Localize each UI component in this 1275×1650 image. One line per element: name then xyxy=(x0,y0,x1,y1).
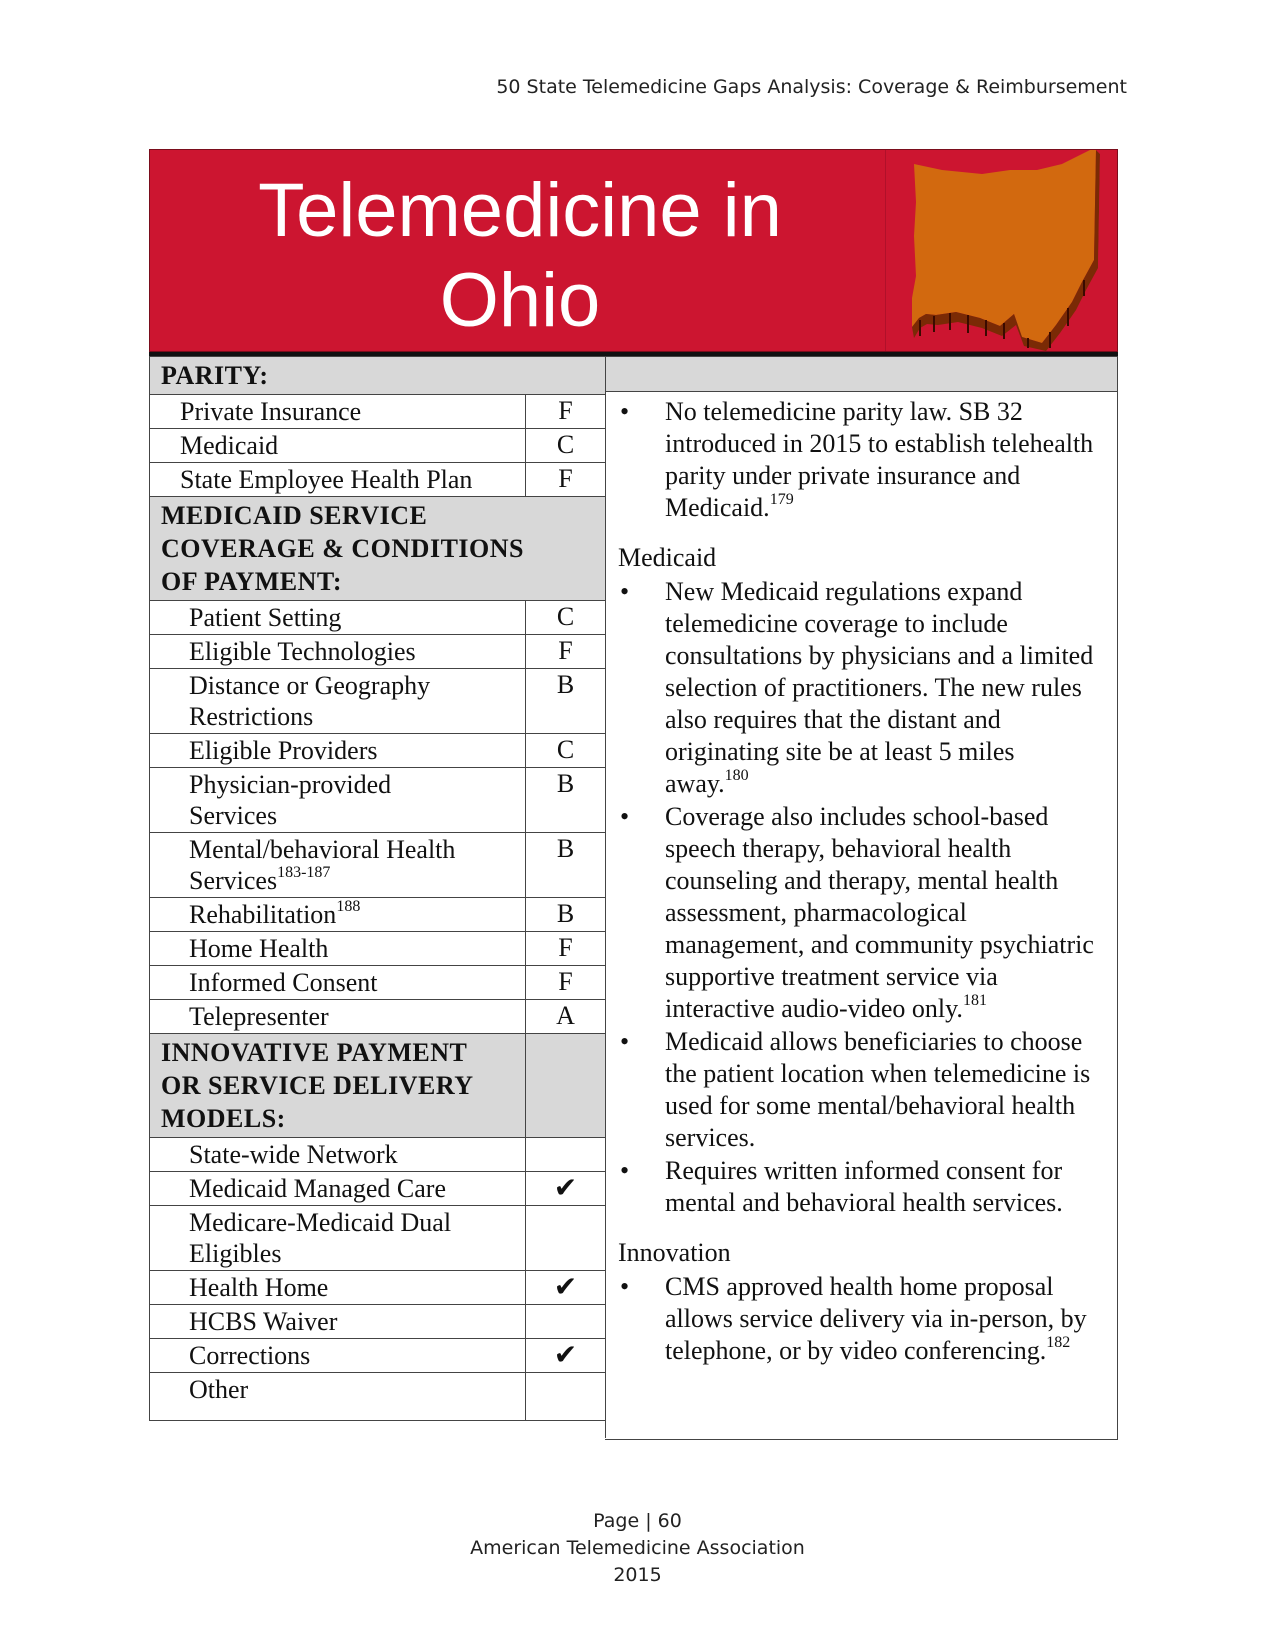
footer-page-number: Page | 60 xyxy=(593,1510,682,1532)
checkmark-icon: ✔ xyxy=(526,1271,606,1305)
note-text: New Medicaid regulations expand telemedicine coverage to include consultations by physicians and a limited selection of practitioners. The new rules also requires that the distant and originating site be at least 5 miles away. xyxy=(665,577,1094,798)
row-label: Medicaid xyxy=(150,429,526,463)
row-label-text: Rehabilitation xyxy=(189,900,337,929)
footnote-ref: 179 xyxy=(769,491,794,508)
check-cell xyxy=(526,1206,606,1271)
table-row xyxy=(150,833,606,898)
row-label: Telepresenter xyxy=(150,1000,526,1034)
innovative-heading-line2: OR SERVICE DELIVERY xyxy=(161,1071,474,1100)
note-text: CMS approved health home proposal allows service delivery via in-person, by telephone, or by video conferencing. xyxy=(665,1272,1087,1365)
row-label-line1: Mental/behavioral Health xyxy=(189,835,456,864)
parity-heading: PARITY: xyxy=(150,357,606,395)
row-label xyxy=(150,1206,526,1271)
note-text: Coverage also includes school-based speech therapy, behavioral health counseling and therapy, mental health assessment, pharmacological management, and community psychiatric supportive treatment service via interactive audio-video only. xyxy=(665,802,1094,1023)
row-label: State Employee Health Plan xyxy=(150,463,526,497)
check-cell xyxy=(526,1138,606,1172)
table-row xyxy=(150,1172,606,1206)
list-item xyxy=(618,396,1101,524)
page-title-line2: Ohio xyxy=(439,258,601,343)
checkmark-icon: ✔ xyxy=(526,1339,606,1373)
list-item xyxy=(618,1026,1101,1154)
table-row xyxy=(150,1373,606,1421)
parity-heading-row xyxy=(150,357,606,395)
table-row xyxy=(150,1000,606,1034)
row-label-line2: Restrictions xyxy=(189,702,314,731)
check-cell xyxy=(526,1373,606,1421)
row-label: Patient Setting xyxy=(150,601,526,635)
table-row xyxy=(150,635,606,669)
table-row xyxy=(150,1271,606,1305)
note-text: Requires written informed consent for mental and behavioral health services. xyxy=(665,1156,1063,1217)
row-label-line2: Eligibles xyxy=(189,1239,282,1268)
grade-cell: F xyxy=(526,395,606,429)
notes-body xyxy=(605,392,1117,1438)
grade-cell: C xyxy=(526,734,606,768)
grade-cell: B xyxy=(526,898,606,932)
medicaid-heading-line2: COVERAGE & CONDITIONS xyxy=(161,534,524,563)
row-label: Informed Consent xyxy=(150,966,526,1000)
table-row xyxy=(150,463,606,497)
grades-table xyxy=(149,356,606,1421)
innovative-heading xyxy=(150,1034,526,1138)
table-row xyxy=(150,601,606,635)
grade-cell: B xyxy=(526,669,606,734)
medicaid-heading-line3: OF PAYMENT: xyxy=(161,567,342,596)
running-header: 50 State Telemedicine Gaps Analysis: Coverage & Reimbursement xyxy=(496,76,1127,98)
table-row xyxy=(150,395,606,429)
table-row xyxy=(150,734,606,768)
grade-cell: B xyxy=(526,833,606,898)
note-text: No telemedicine parity law. SB 32 introduced in 2015 to establish telehealth parity under private insurance and Medicaid. xyxy=(665,397,1094,522)
table-row xyxy=(150,1339,606,1373)
medicaid-heading-row xyxy=(150,497,606,601)
innovative-heading-row xyxy=(150,1034,606,1138)
innovation-notes xyxy=(618,1271,1101,1367)
row-label: State-wide Network xyxy=(150,1138,526,1172)
grade-cell: C xyxy=(526,601,606,635)
footer-organization: American Telemedicine Association xyxy=(470,1537,805,1559)
row-label-line1: Physician-provided xyxy=(189,770,392,799)
notes-column xyxy=(605,356,1118,1440)
heading-filler xyxy=(526,1034,606,1138)
row-label xyxy=(150,768,526,833)
row-label-line1: Distance or Geography xyxy=(189,671,431,700)
row-label xyxy=(150,898,526,932)
grade-cell: F xyxy=(526,463,606,497)
notes-header-bar xyxy=(605,357,1117,392)
page-title-line1: Telemedicine in xyxy=(258,168,782,253)
page-title xyxy=(150,166,890,346)
innovative-heading-line1: INNOVATIVE PAYMENT xyxy=(161,1038,468,1067)
row-label: Corrections xyxy=(150,1339,526,1373)
row-label: Health Home xyxy=(150,1271,526,1305)
footnote-ref: 180 xyxy=(724,767,749,784)
footer-year: 2015 xyxy=(613,1564,662,1586)
table-row xyxy=(150,1305,606,1339)
grade-cell: F xyxy=(526,635,606,669)
list-item xyxy=(618,1155,1101,1219)
footnote-ref: 181 xyxy=(962,992,987,1009)
row-label: Home Health xyxy=(150,932,526,966)
table-row xyxy=(150,932,606,966)
medicaid-notes-heading: Medicaid xyxy=(618,543,717,572)
grade-cell: F xyxy=(526,966,606,1000)
innovative-heading-line3: MODELS: xyxy=(161,1104,286,1133)
table-row xyxy=(150,898,606,932)
row-label: Private Insurance xyxy=(150,395,526,429)
row-label: HCBS Waiver xyxy=(150,1305,526,1339)
parity-notes xyxy=(618,396,1101,524)
grade-cell: B xyxy=(526,768,606,833)
footnote-ref: 188 xyxy=(336,898,361,915)
footnote-ref: 183-187 xyxy=(277,864,331,881)
table-row xyxy=(150,429,606,463)
grade-cell: C xyxy=(526,429,606,463)
row-label-line1: Medicare-Medicaid Dual xyxy=(189,1208,452,1237)
row-label: Other xyxy=(150,1373,526,1421)
list-item xyxy=(618,801,1101,1025)
medicaid-heading xyxy=(150,497,606,601)
banner-divider xyxy=(885,150,886,351)
medicaid-notes xyxy=(618,576,1101,1219)
table-row xyxy=(150,669,606,734)
row-label-line2: Services xyxy=(189,801,278,830)
row-label: Eligible Technologies xyxy=(150,635,526,669)
checkmark-icon: ✔ xyxy=(526,1172,606,1206)
table-row xyxy=(150,1138,606,1172)
row-label: Medicaid Managed Care xyxy=(150,1172,526,1206)
check-cell xyxy=(526,1305,606,1339)
row-label xyxy=(150,669,526,734)
list-item xyxy=(618,1271,1101,1367)
grade-cell: F xyxy=(526,932,606,966)
row-label-line2: Services xyxy=(189,866,278,895)
footnote-ref: 182 xyxy=(1046,1334,1071,1351)
grade-cell: A xyxy=(526,1000,606,1034)
table-row xyxy=(150,966,606,1000)
ohio-map-icon xyxy=(912,150,1117,351)
innovation-notes-heading: Innovation xyxy=(618,1238,731,1267)
list-item xyxy=(618,576,1101,800)
note-text: Medicaid allows beneficiaries to choose the patient location when telemedicine is used for some mental/behavioral health services. xyxy=(665,1027,1091,1152)
table-row xyxy=(150,768,606,833)
medicaid-heading-line1: MEDICAID SERVICE xyxy=(161,501,428,530)
table-row xyxy=(150,1206,606,1271)
row-label xyxy=(150,833,526,898)
row-label: Eligible Providers xyxy=(150,734,526,768)
title-banner xyxy=(149,149,1118,352)
